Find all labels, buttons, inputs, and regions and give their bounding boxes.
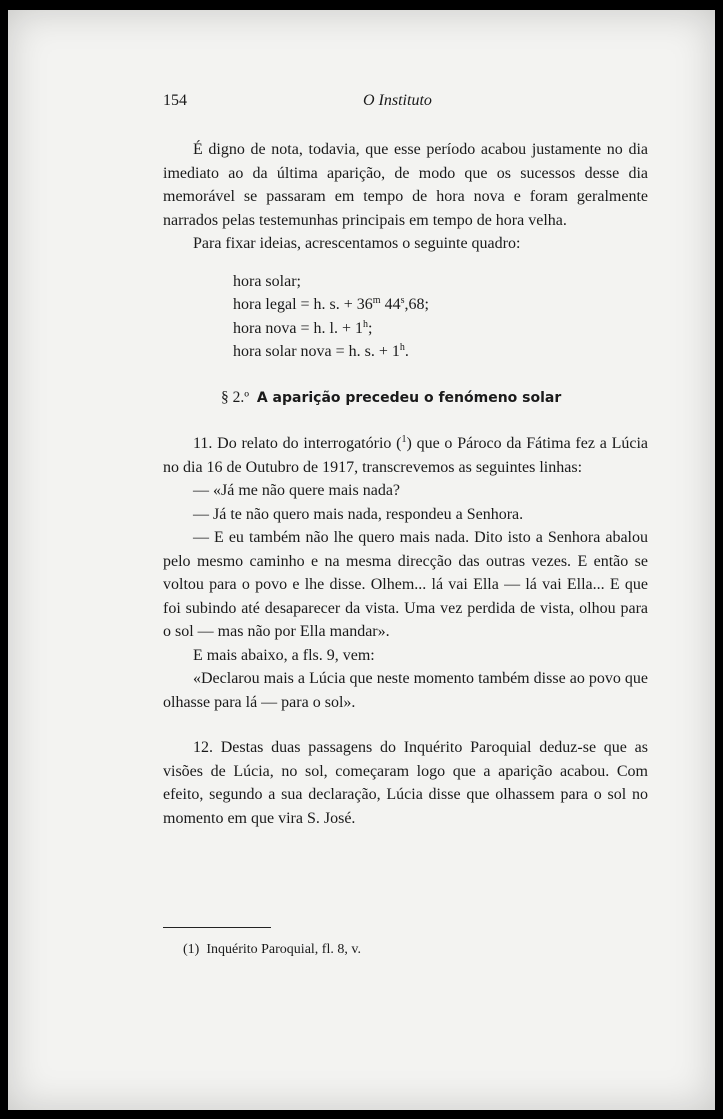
section-number: § 2.º [221, 388, 250, 406]
footnote-divider [163, 927, 271, 928]
paragraph-further-below: E mais abaixo, a fls. 9, vem: [193, 646, 375, 664]
dialogue-line-1: — «Já me não quere mais nada? [193, 482, 401, 499]
table-line-nova: hora nova = h. l. + $1^h$; [233, 318, 373, 337]
page-number: 154 [163, 92, 187, 109]
footnote-text: Inquérito Paroquial, fl. 8, v. [206, 942, 361, 957]
section-title: A aparição precedeu o fenómeno solar [256, 389, 562, 406]
paragraph-period-note: É digno de nota, todavia, que esse período acabou justamente no dia imediato ao da última aparição, de modo que os sucessos desse dia memorável se passaram em tempo de hora nova e foram geralmente narrados pelas testemunhas principais em tempo de hora velha. [163, 141, 648, 229]
paragraph-declaration: «Declarou mais a Lúcia que neste momento também disse ao povo que olhasse para lá — para o sol». [163, 670, 648, 711]
table-line-legal: hora legal = h. s. + $36^m$ 44$^s$,68; [233, 295, 429, 313]
paragraph-table-intro: Para fixar ideias, acrescentamos o seguinte quadro: [193, 235, 521, 252]
running-title: O Instituto [363, 92, 432, 109]
dialogue-line-3: — E eu também não lhe quero mais nada. Dito isto a Senhora abalou pelo mesmo caminho e na mesma direcção das outras vezes. E então se voltou para o povo e lhe disse. Olhem... lá vai Ella — lá vai Ella... E que foi subindo até desaparecer da vista. Uma vez perdida de vista, olhou para o sol — mas não por Ella mandar». [163, 529, 648, 640]
table-line-solar: hora solar; [233, 272, 301, 290]
footnote-marker: (1) [183, 942, 200, 957]
paragraph-11: 11. Do relato do interrogatório ($^1$) que o Pároco da Fátima fez a Lúcia no dia 16 de Outubro de 1917, transcrevemos as seguintes linhas: [163, 434, 649, 476]
scanned-page [8, 10, 715, 1110]
footnote-ref: 1 [401, 434, 407, 445]
footnote [183, 940, 361, 960]
section-heading [163, 386, 648, 411]
paragraph-12: 12. Destas duas passagens do Inquérito Paroquial deduz-se que as visões de Lúcia, no sol, começaram logo que a aparição acabou. Com efeito, segundo a sua declaração, Lúcia disse que olhassem para o sol no momento em que vira S. José. [163, 739, 648, 827]
dialogue-line-2: — Já te não quero mais nada, respondeu a Senhora. [193, 505, 524, 523]
page-header [163, 92, 648, 114]
time-table [233, 270, 648, 364]
table-line-solar-nova: hora solar nova = h. s. + $1^h$. [233, 342, 409, 360]
page-body [163, 138, 648, 830]
